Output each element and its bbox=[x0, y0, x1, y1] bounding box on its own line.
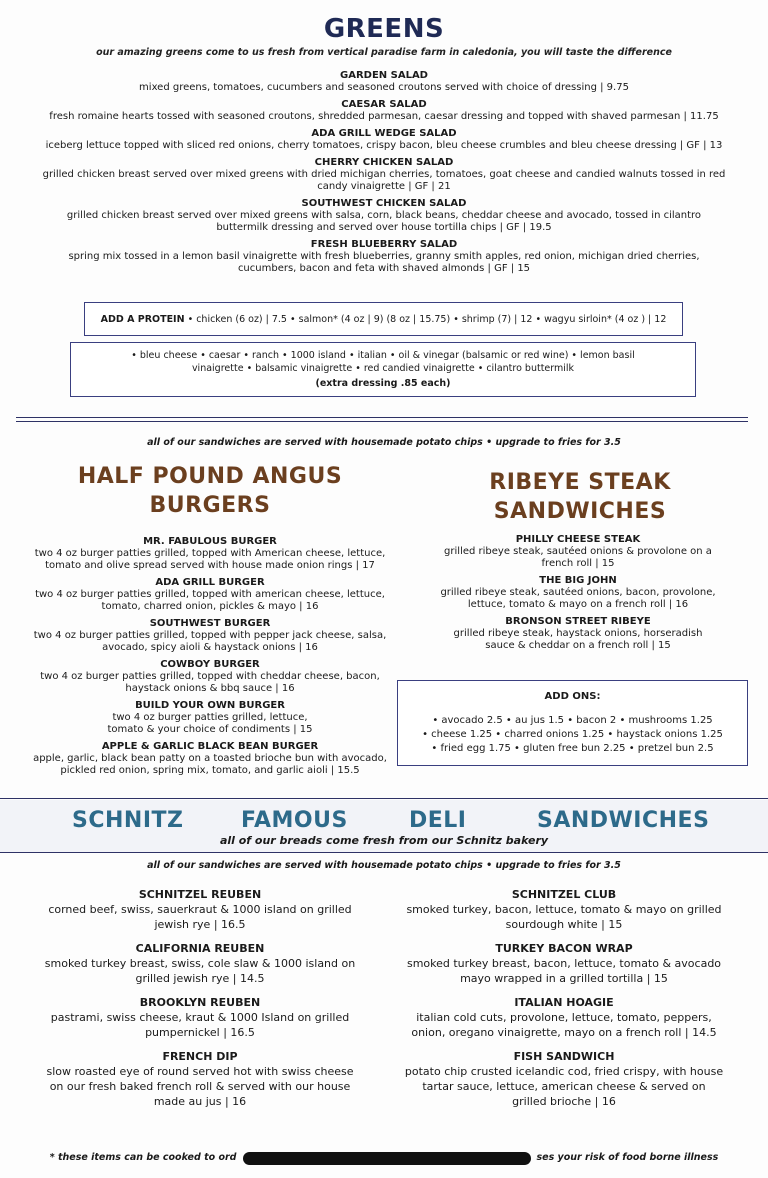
menu-item bbox=[404, 941, 724, 986]
add-protein-box bbox=[84, 302, 683, 336]
menu-item bbox=[404, 887, 724, 932]
item-name: MR. FABULOUS BURGER bbox=[143, 536, 277, 547]
menu-item bbox=[40, 1049, 360, 1109]
item-description: mixed greens, tomatoes, cucumbers and seasoned croutons served with choice of dressing | 9.75 bbox=[139, 82, 629, 93]
item-name: CAESAR SALAD bbox=[341, 99, 427, 110]
burgers-title-line1: HALF POUND ANGUS bbox=[77, 464, 343, 489]
item-name: FRESH BLUEBERRY SALAD bbox=[310, 239, 458, 250]
item-description: smoked turkey breast, swiss, cole slaw & 1000 island on grilled jewish rye | 14.5 bbox=[44, 957, 356, 985]
redaction-bar bbox=[243, 1152, 531, 1165]
burgers-list bbox=[20, 536, 400, 782]
item-name: SCHNITZEL CLUB bbox=[511, 888, 617, 901]
item-description: grilled ribeye steak, sautéed onions, bacon, provolone, lettuce, tomato & mayo on a french roll | 16 bbox=[440, 587, 716, 610]
schnitz-title-word: SCHNITZ bbox=[72, 808, 184, 833]
ribeye-title-line1: RIBEYE STEAK bbox=[489, 470, 671, 495]
menu-item bbox=[40, 198, 728, 234]
item-name: GARDEN SALAD bbox=[340, 70, 428, 81]
menu-item bbox=[404, 995, 724, 1040]
add-ons-title: ADD ONS: bbox=[544, 691, 601, 702]
menu-item bbox=[40, 995, 360, 1040]
schnitz-title-word: FAMOUS bbox=[241, 808, 348, 833]
dressings-box bbox=[70, 342, 696, 397]
menu-item bbox=[428, 534, 728, 570]
menu-item bbox=[20, 659, 400, 695]
item-name: TURKEY BACON WRAP bbox=[495, 942, 633, 955]
item-name: COWBOY BURGER bbox=[160, 659, 260, 670]
menu-item bbox=[428, 575, 728, 611]
divider bbox=[0, 798, 768, 799]
item-description: pastrami, swiss cheese, kraut & 1000 Island on grilled pumpernickel | 16.5 bbox=[50, 1011, 350, 1039]
item-name: PHILLY CHEESE STEAK bbox=[515, 534, 641, 545]
add-protein-label: ADD A PROTEIN bbox=[100, 313, 185, 325]
item-description: two 4 oz burger patties grilled, topped with american cheese, lettuce, tomato, charred onion, pickles & mayo | 16 bbox=[35, 589, 385, 612]
item-description: iceberg lettuce topped with sliced red onions, cherry tomatoes, crispy bacon, bleu cheese crumbles and bleu cheese dressing | GF | 13 bbox=[45, 140, 723, 151]
menu-item bbox=[20, 700, 400, 736]
item-description: slow roasted eye of round served hot with swiss cheese on our fresh baked french roll & served with our house made au jus | 16 bbox=[46, 1065, 354, 1108]
add-protein-options: • chicken (6 oz) | 7.5 • salmon* (4 oz | 9) (8 oz | 15.75) • shrimp (7) | 12 • wagyu sirloin* (4 oz ) | 12 bbox=[187, 313, 667, 325]
schnitz-title-word: SANDWICHES bbox=[537, 808, 710, 833]
menu-item bbox=[40, 128, 728, 152]
item-description: corned beef, swiss, sauerkraut & 1000 island on grilled jewish rye | 16.5 bbox=[48, 903, 352, 931]
item-description: two 4 oz burger patties grilled, topped with cheddar cheese, bacon, haystack onions & bbq sauce | 16 bbox=[40, 671, 380, 694]
item-name: SOUTHWEST BURGER bbox=[149, 618, 271, 629]
menu-item bbox=[40, 239, 728, 275]
add-ons-line: • avocado 2.5 • au jus 1.5 • bacon 2 • mushrooms 1.25 bbox=[432, 715, 713, 726]
item-description: two 4 oz burger patties grilled, topped with pepper jack cheese, salsa, avocado, spicy aioli & haystack onions | 16 bbox=[33, 630, 387, 653]
sandwich-note: all of our sandwiches are served with housemade potato chips • upgrade to fries for 3.5 bbox=[147, 437, 621, 448]
extra-dressing: (extra dressing .85 each) bbox=[315, 378, 451, 389]
menu-item bbox=[40, 70, 728, 94]
add-ons-box bbox=[397, 680, 748, 766]
ribeye-title bbox=[420, 468, 740, 526]
item-name: THE BIG JOHN bbox=[539, 575, 617, 586]
item-description: fresh romaine hearts tossed with seasoned croutons, shredded parmesan, caesar dressing and topped with shaved parmesan | 11.75 bbox=[49, 111, 719, 122]
item-description: apple, garlic, black bean patty on a toasted brioche bun with avocado, pickled red onion, spring mix, tomato, and garlic aioli | 15.5 bbox=[33, 753, 387, 776]
item-description: smoked turkey, bacon, lettuce, tomato & mayo on grilled sourdough white | 15 bbox=[406, 903, 722, 931]
greens-list bbox=[40, 70, 728, 280]
add-protein-text bbox=[101, 314, 667, 325]
menu-item bbox=[40, 887, 360, 932]
item-name: APPLE & GARLIC BLACK BEAN BURGER bbox=[101, 741, 319, 752]
footnote-end: ses your risk of food borne illness bbox=[536, 1152, 719, 1163]
item-description: two 4 oz burger patties grilled, lettuce, tomato & your choice of condiments | 15 bbox=[107, 712, 313, 735]
ribeye-title-line2: SANDWICHES bbox=[493, 499, 667, 524]
add-ons-line: • cheese 1.25 • charred onions 1.25 • haystack onions 1.25 bbox=[422, 729, 723, 740]
item-name: ITALIAN HOAGIE bbox=[514, 996, 614, 1009]
item-description: grilled chicken breast served over mixed greens with dried michigan cherries, tomatoes, goat cheese and candied walnuts tossed in red candy vinaigrette | GF | 21 bbox=[42, 169, 726, 192]
item-description: italian cold cuts, provolone, lettuce, tomato, peppers, onion, oregano vinaigrette, mayo on a french roll | 14.5 bbox=[411, 1011, 717, 1039]
burgers-title bbox=[40, 462, 380, 520]
item-name: CHERRY CHICKEN SALAD bbox=[314, 157, 454, 168]
footnote-start: * these items can be cooked to ord bbox=[49, 1152, 237, 1163]
item-description: grilled ribeye steak, sautéed onions & provolone on a french roll | 15 bbox=[444, 546, 712, 569]
item-name: BUILD YOUR OWN BURGER bbox=[135, 700, 285, 711]
menu-item bbox=[428, 616, 728, 652]
item-description: grilled ribeye steak, haystack onions, horseradish sauce & cheddar on a french roll | 15 bbox=[453, 628, 703, 651]
item-name: FISH SANDWICH bbox=[513, 1050, 615, 1063]
menu-item bbox=[20, 577, 400, 613]
add-ons-line: • fried egg 1.75 • gluten free bun 2.25 • pretzel bun 2.5 bbox=[431, 743, 714, 754]
menu-item bbox=[40, 941, 360, 986]
item-name: ADA GRILL BURGER bbox=[155, 577, 265, 588]
schnitz-right-list bbox=[404, 887, 724, 1118]
menu-item bbox=[20, 536, 400, 572]
divider bbox=[16, 417, 748, 418]
item-name: SCHNITZEL REUBEN bbox=[138, 888, 262, 901]
item-description: potato chip crusted icelandic cod, fried crispy, with house tartar sauce, lettuce, american cheese & served on grilled brioche | 16 bbox=[404, 1065, 724, 1108]
item-name: ADA GRILL WEDGE SALAD bbox=[311, 128, 457, 139]
item-description: two 4 oz burger patties grilled, topped with American cheese, lettuce, tomato and olive spread served with house made onion rings | 17 bbox=[34, 548, 386, 571]
schnitz-left-list bbox=[40, 887, 360, 1118]
menu-item bbox=[20, 741, 400, 777]
item-name: FRENCH DIP bbox=[162, 1050, 238, 1063]
schnitz-subtitle: all of our breads come fresh from our Schnitz bakery bbox=[219, 834, 549, 847]
divider bbox=[0, 852, 768, 853]
greens-title: GREENS bbox=[323, 14, 445, 44]
menu-item bbox=[20, 618, 400, 654]
dressings-list: • bleu cheese • caesar • ranch • 1000 island • italian • oil & vinegar (balsamic or red wine) • lemon basil vinaigrette • balsamic vinaigrette • red candied vinaigrette • cilantro buttermilk bbox=[131, 350, 635, 374]
item-name: BROOKLYN REUBEN bbox=[139, 996, 261, 1009]
ribeye-list bbox=[428, 534, 728, 657]
menu-item bbox=[40, 157, 728, 193]
greens-subtitle: our amazing greens come to us fresh from vertical paradise farm in caledonia, you will taste the difference bbox=[96, 47, 672, 58]
item-name: SOUTHWEST CHICKEN SALAD bbox=[301, 198, 467, 209]
menu-item bbox=[40, 99, 728, 123]
sandwich-note: all of our sandwiches are served with housemade potato chips • upgrade to fries for 3.5 bbox=[147, 860, 621, 871]
divider bbox=[16, 421, 748, 422]
item-description: smoked turkey breast, bacon, lettuce, tomato & avocado mayo wrapped in a grilled tortilla | 15 bbox=[406, 957, 722, 985]
burgers-title-line2: BURGERS bbox=[149, 493, 271, 518]
schnitz-title-word: DELI bbox=[409, 808, 467, 833]
item-name: BRONSON STREET RIBEYE bbox=[505, 616, 651, 627]
menu-item bbox=[404, 1049, 724, 1109]
item-description: grilled chicken breast served over mixed greens with salsa, corn, black beans, cheddar cheese and avocado, tossed in cilantro buttermilk dressing and served over house tortilla chips | GF | 19.5 bbox=[66, 210, 702, 233]
item-description: spring mix tossed in a lemon basil vinaigrette with fresh blueberries, granny smith apples, red onion, michigan dried cherries, cucumbers, bacon and feta with shaved almonds | GF | 15 bbox=[68, 251, 700, 274]
item-name: CALIFORNIA REUBEN bbox=[135, 942, 265, 955]
